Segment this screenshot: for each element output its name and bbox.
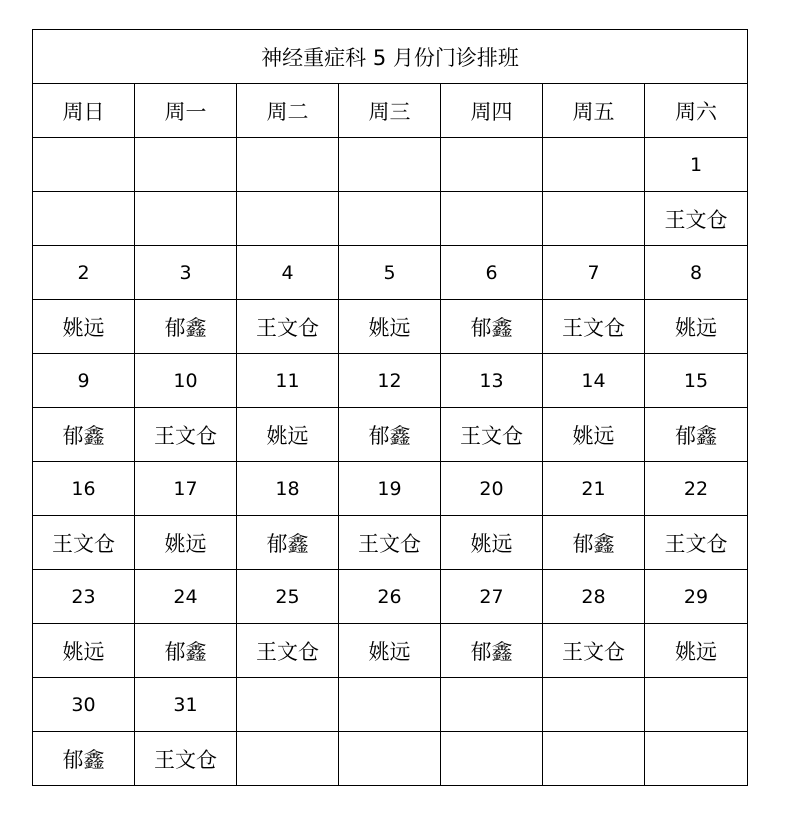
doctor-cell: 王文仓	[237, 300, 339, 354]
doctor-cell: 姚远	[33, 624, 135, 678]
doctor-cell	[237, 732, 339, 786]
doctor-cell: 王文仓	[33, 516, 135, 570]
doctor-cell: 王文仓	[441, 408, 543, 462]
date-cell: 18	[237, 462, 339, 516]
date-cell: 11	[237, 354, 339, 408]
date-cell	[441, 678, 543, 732]
weekday-header: 周五	[543, 84, 645, 138]
date-cell	[237, 138, 339, 192]
date-cell: 12	[339, 354, 441, 408]
doctor-cell: 郁鑫	[33, 732, 135, 786]
date-cell	[645, 678, 748, 732]
weekday-header: 周一	[135, 84, 237, 138]
schedule-title: 神经重症科 5 月份门诊排班	[33, 30, 748, 84]
doctor-cell	[339, 192, 441, 246]
date-cell: 21	[543, 462, 645, 516]
date-cell: 15	[645, 354, 748, 408]
doctor-cell: 姚远	[543, 408, 645, 462]
date-cell: 24	[135, 570, 237, 624]
doctor-cell: 王文仓	[135, 732, 237, 786]
date-cell	[543, 678, 645, 732]
doctor-cell: 姚远	[33, 300, 135, 354]
doctor-row	[33, 624, 748, 678]
date-row	[33, 354, 748, 408]
date-cell: 23	[33, 570, 135, 624]
date-cell: 10	[135, 354, 237, 408]
date-cell: 4	[237, 246, 339, 300]
date-row	[33, 246, 748, 300]
doctor-cell: 姚远	[645, 300, 748, 354]
title-row	[33, 30, 748, 84]
date-cell: 5	[339, 246, 441, 300]
doctor-cell: 姚远	[339, 300, 441, 354]
date-cell: 16	[33, 462, 135, 516]
doctor-cell	[33, 192, 135, 246]
date-cell: 3	[135, 246, 237, 300]
doctor-cell: 郁鑫	[339, 408, 441, 462]
weekday-header: 周六	[645, 84, 748, 138]
doctor-cell: 王文仓	[237, 624, 339, 678]
doctor-cell: 王文仓	[543, 300, 645, 354]
doctor-row	[33, 192, 748, 246]
date-cell	[33, 138, 135, 192]
doctor-row	[33, 408, 748, 462]
date-cell: 13	[441, 354, 543, 408]
date-row	[33, 678, 748, 732]
doctor-cell: 郁鑫	[135, 300, 237, 354]
date-cell: 26	[339, 570, 441, 624]
date-cell	[339, 138, 441, 192]
date-cell: 31	[135, 678, 237, 732]
date-cell	[441, 138, 543, 192]
doctor-cell: 郁鑫	[441, 624, 543, 678]
date-cell	[543, 138, 645, 192]
date-cell: 2	[33, 246, 135, 300]
doctor-cell	[441, 192, 543, 246]
doctor-cell: 郁鑫	[645, 408, 748, 462]
doctor-cell: 王文仓	[645, 192, 748, 246]
date-cell: 8	[645, 246, 748, 300]
weekday-header: 周三	[339, 84, 441, 138]
date-cell: 14	[543, 354, 645, 408]
date-cell: 30	[33, 678, 135, 732]
date-cell: 7	[543, 246, 645, 300]
date-cell: 25	[237, 570, 339, 624]
weekday-header: 周日	[33, 84, 135, 138]
doctor-cell: 姚远	[135, 516, 237, 570]
date-cell: 1	[645, 138, 748, 192]
date-cell: 19	[339, 462, 441, 516]
date-row	[33, 462, 748, 516]
date-cell	[135, 138, 237, 192]
doctor-cell: 王文仓	[339, 516, 441, 570]
doctor-cell: 郁鑫	[543, 516, 645, 570]
doctor-cell: 郁鑫	[135, 624, 237, 678]
doctor-cell	[237, 192, 339, 246]
doctor-row	[33, 732, 748, 786]
doctor-cell	[543, 732, 645, 786]
doctor-cell: 郁鑫	[441, 300, 543, 354]
outpatient-schedule-table	[32, 29, 748, 786]
doctor-cell: 郁鑫	[237, 516, 339, 570]
doctor-row	[33, 300, 748, 354]
doctor-cell	[543, 192, 645, 246]
date-cell	[339, 678, 441, 732]
doctor-cell: 郁鑫	[33, 408, 135, 462]
date-cell: 28	[543, 570, 645, 624]
doctor-cell: 王文仓	[135, 408, 237, 462]
date-row	[33, 138, 748, 192]
doctor-cell: 姚远	[339, 624, 441, 678]
doctor-cell: 姚远	[237, 408, 339, 462]
weekday-header: 周四	[441, 84, 543, 138]
date-cell: 17	[135, 462, 237, 516]
date-cell: 9	[33, 354, 135, 408]
doctor-cell	[339, 732, 441, 786]
doctor-cell: 王文仓	[543, 624, 645, 678]
doctor-cell: 王文仓	[645, 516, 748, 570]
date-cell	[237, 678, 339, 732]
weekday-header-row	[33, 84, 748, 138]
date-row	[33, 570, 748, 624]
date-cell: 20	[441, 462, 543, 516]
doctor-cell	[135, 192, 237, 246]
date-cell: 6	[441, 246, 543, 300]
doctor-cell: 姚远	[441, 516, 543, 570]
date-cell: 29	[645, 570, 748, 624]
weekday-header: 周二	[237, 84, 339, 138]
doctor-cell	[645, 732, 748, 786]
date-cell: 22	[645, 462, 748, 516]
doctor-cell	[441, 732, 543, 786]
doctor-row	[33, 516, 748, 570]
date-cell: 27	[441, 570, 543, 624]
doctor-cell: 姚远	[645, 624, 748, 678]
